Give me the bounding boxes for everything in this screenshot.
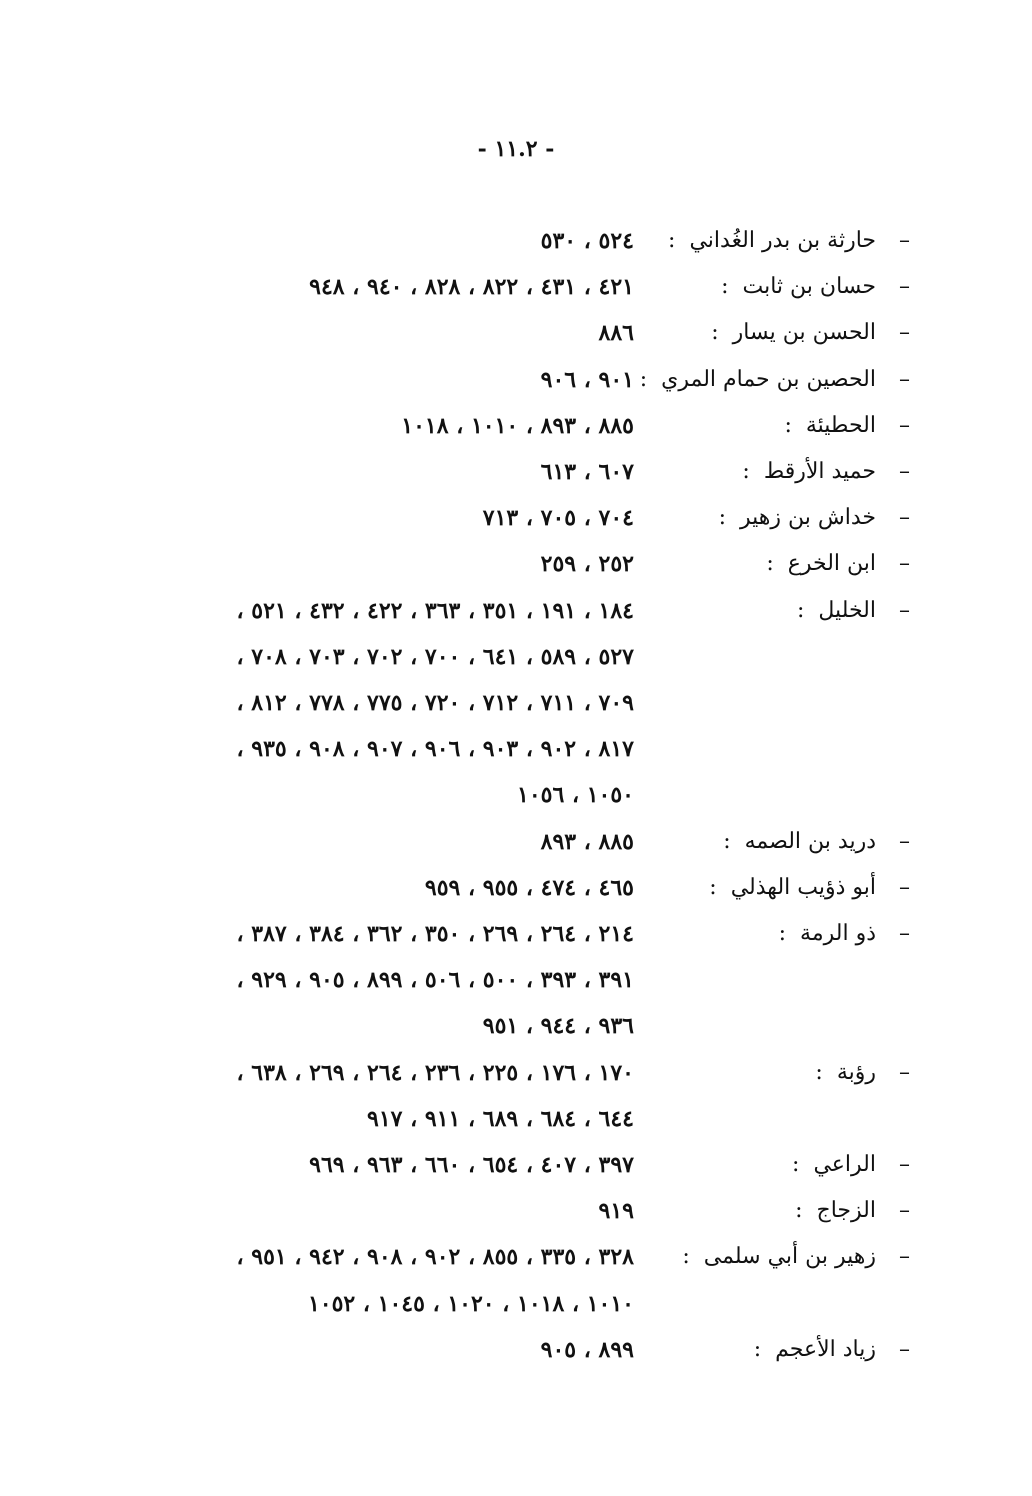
entry-colon: : — [778, 921, 787, 946]
index-entry — [0, 545, 1032, 591]
index-entry — [0, 314, 1032, 360]
entry-page-numbers: ٩٣٦ ، ٩٤٤ ، ٩٥١ — [482, 1013, 634, 1040]
entry-name: رؤبة — [836, 1059, 876, 1085]
entry-colon: : — [723, 828, 731, 854]
entry-page-numbers: ٨٨٥ ، ٨٩٣ — [540, 828, 634, 855]
index-entry — [0, 407, 1032, 453]
entry-dash: – — [899, 459, 910, 484]
entry-page-numbers: ٣٩٧ ، ٤٠٧ ، ٦٥٤ ، ٦٦٠ ، ٩٦٣ ، ٩٦٩ — [309, 1152, 634, 1178]
entry-name: الخليل — [818, 597, 876, 623]
entry-page-numbers: ٢٥٢ ، ٢٥٩ — [540, 551, 634, 578]
entry-name: حميد الأرقط — [763, 459, 876, 484]
index-entry-continuation — [0, 1007, 1032, 1053]
index-entry — [0, 869, 1032, 915]
entry-page-numbers: ١٧٠ ، ١٧٦ ، ٢٢٥ ، ٢٣٦ ، ٢٦٤ ، ٢٦٩ ، ٦٣٨ ، — [236, 1059, 634, 1086]
entry-page-numbers: ٨٨٥ ، ٨٩٣ ، ١٠١٠ ، ١٠١٨ — [401, 412, 634, 439]
entry-colon: : — [792, 1152, 800, 1177]
entry-page-numbers: ١٠٥٠ ، ١٠٥٦ — [517, 782, 634, 809]
entry-colon: : — [815, 1059, 823, 1085]
entry-name: زياد الأعجم — [775, 1336, 876, 1362]
index-entry — [0, 268, 1032, 314]
entry-name: ذو الرمة — [800, 921, 876, 946]
index-entry — [0, 499, 1032, 545]
entry-colon: : — [639, 366, 648, 392]
entry-colon: : — [711, 320, 719, 346]
entry-page-numbers: ٩٠١ ، ٩٠٦ — [540, 366, 634, 393]
entry-page-numbers: ٢١٤ ، ٢٦٤ ، ٢٦٩ ، ٣٥٠ ، ٣٦٢ ، ٣٨٤ ، ٣٨٧ ، — [236, 921, 634, 947]
entry-colon: : — [721, 274, 729, 300]
index-entry — [0, 453, 1032, 499]
index-entry-continuation — [0, 684, 1032, 730]
entry-colon: : — [682, 1244, 690, 1270]
entry-name: الحصين بن حمام المري — [661, 366, 876, 392]
entry-name: الراعي — [813, 1152, 876, 1177]
index-entry-continuation — [0, 1285, 1032, 1331]
entry-dash: – — [899, 1336, 910, 1362]
entry-page-numbers: ٤٢١ ، ٤٣١ ، ٨٢٢ ، ٨٢٨ ، ٩٤٠ ، ٩٤٨ — [309, 274, 634, 301]
entry-name: حسان بن ثابت — [742, 274, 876, 300]
entry-name: الحطيئة — [805, 412, 876, 438]
index-entry-continuation — [0, 1100, 1032, 1146]
entry-colon: : — [784, 412, 792, 438]
entry-name: الحسن بن يسار — [732, 320, 876, 346]
entry-dash: – — [899, 921, 910, 946]
entry-dash: – — [899, 1244, 910, 1270]
entry-name: الزجاج — [816, 1198, 876, 1224]
entry-colon: : — [742, 459, 750, 484]
entry-dash: – — [899, 228, 910, 253]
entry-page-numbers: ٣٩١ ، ٣٩٣ ، ٥٠٠ ، ٥٠٦ ، ٨٩٩ ، ٩٠٥ ، ٩٢٩ ، — [236, 967, 634, 994]
entry-page-numbers: ٣٢٨ ، ٣٣٥ ، ٨٥٥ ، ٩٠٢ ، ٩٠٨ ، ٩٤٢ ، ٩٥١ ، — [236, 1244, 634, 1271]
entry-colon: : — [796, 597, 805, 623]
entry-dash: – — [899, 505, 910, 531]
entry-dash: – — [899, 274, 910, 300]
entry-page-numbers: ١٨٤ ، ١٩١ ، ٣٥١ ، ٣٦٣ ، ٤٢٢ ، ٤٣٢ ، ٥٢١ ، — [236, 597, 634, 624]
entry-dash: – — [899, 551, 910, 577]
index-entry — [0, 1146, 1032, 1192]
entry-colon: : — [709, 874, 717, 900]
entry-colon: : — [766, 551, 774, 577]
entry-page-numbers: ٦٤٤ ، ٦٨٤ ، ٦٨٩ ، ٩١١ ، ٩١٧ — [367, 1105, 634, 1132]
index-entry — [0, 1054, 1032, 1100]
entry-page-numbers: ٨١٧ ، ٩٠٢ ، ٩٠٣ ، ٩٠٦ ، ٩٠٧ ، ٩٠٨ ، ٩٣٥ ، — [236, 736, 634, 763]
entry-dash: – — [899, 874, 910, 900]
entry-dash: – — [899, 366, 910, 392]
index-entry — [0, 361, 1032, 407]
entry-name: خداش بن زهير — [740, 505, 876, 531]
entry-colon: : — [718, 505, 727, 531]
entry-dash: – — [899, 1198, 910, 1224]
entry-page-numbers: ٥٢٧ ، ٥٨٩ ، ٦٤١ ، ٧٠٠ ، ٧٠٢ ، ٧٠٣ ، ٧٠٨ ، — [236, 643, 634, 670]
entry-page-numbers: ١٠١٠ ، ١٠١٨ ، ١٠٢٠ ، ١٠٤٥ ، ١٠٥٢ — [307, 1290, 634, 1317]
entry-dash: – — [899, 597, 910, 623]
entry-dash: – — [899, 828, 910, 854]
index-entry — [0, 915, 1032, 961]
index-entry — [0, 823, 1032, 869]
index-entry-continuation — [0, 638, 1032, 684]
entry-page-numbers: ٨٨٦ — [598, 320, 634, 347]
entry-name: ابن الخرع — [787, 551, 876, 577]
entry-page-numbers: ٥٢٤ ، ٥٣٠ — [540, 228, 634, 254]
entry-name: دريد بن الصمه — [744, 828, 876, 854]
entry-page-numbers: ٨٩٩ ، ٩٠٥ — [540, 1336, 634, 1363]
entry-page-numbers: ٩١٩ — [598, 1198, 634, 1225]
entry-page-numbers: ٤٦٥ ، ٤٧٤ ، ٩٥٥ ، ٩٥٩ — [424, 874, 634, 901]
entry-name: حارثة بن بدر الغُداني — [689, 228, 876, 253]
index-entry — [0, 1331, 1032, 1377]
entry-name: زهير بن أبي سلمى — [703, 1244, 876, 1270]
entry-page-numbers: ٧٠٤ ، ٧٠٥ ، ٧١٣ — [482, 505, 634, 532]
entry-dash: – — [899, 412, 910, 438]
index-entry — [0, 592, 1032, 638]
entry-colon: : — [668, 228, 676, 253]
entry-page-numbers: ٧٠٩ ، ٧١١ ، ٧١٢ ، ٧٢٠ ، ٧٧٥ ، ٧٧٨ ، ٨١٢ ، — [236, 690, 634, 716]
entry-colon: : — [795, 1198, 803, 1224]
index-entry — [0, 1238, 1032, 1284]
entry-dash: – — [899, 320, 910, 346]
entry-colon: : — [753, 1336, 762, 1362]
page-number: - ١١.٢ - — [477, 136, 555, 162]
entry-dash: – — [899, 1059, 910, 1085]
index-entry — [0, 222, 1032, 268]
index-entry — [0, 1192, 1032, 1238]
index-entry-continuation — [0, 730, 1032, 776]
entry-dash: – — [899, 1152, 910, 1177]
index-entry-continuation — [0, 961, 1032, 1007]
index-entry-continuation — [0, 776, 1032, 822]
entry-page-numbers: ٦٠٧ ، ٦١٣ — [540, 459, 634, 485]
entry-name: أبو ذؤيب الهذلي — [730, 874, 876, 900]
